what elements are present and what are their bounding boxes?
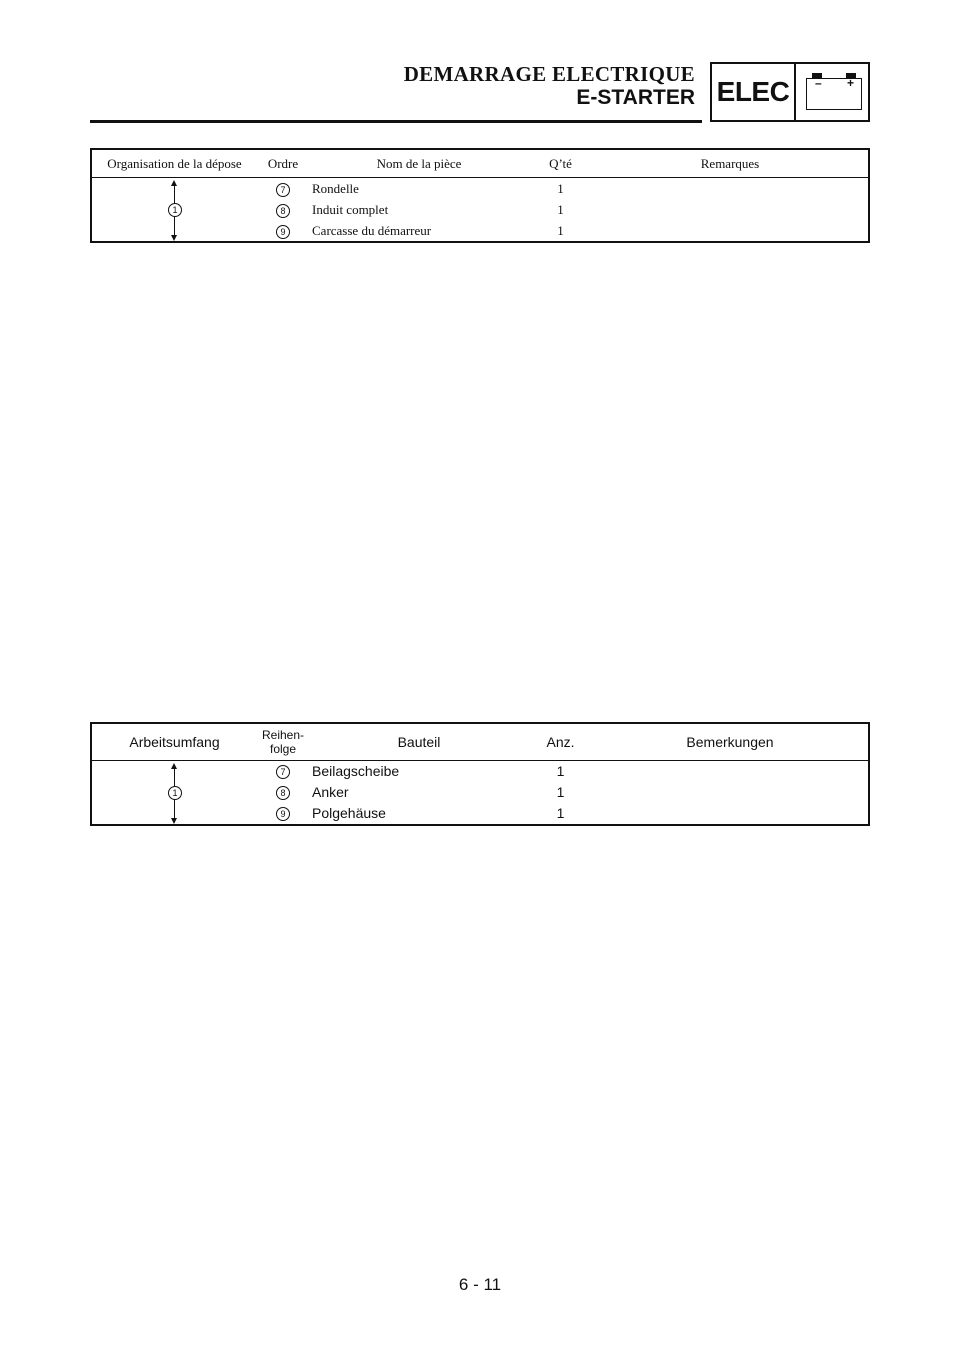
part-name: Induit complet — [312, 202, 389, 217]
group-number: 1 — [168, 203, 182, 217]
part-remarks — [592, 803, 869, 825]
order-number: 7 — [276, 765, 290, 779]
header-rule — [90, 120, 702, 123]
part-qty: 1 — [557, 181, 564, 196]
header-reihenfolge — [257, 723, 309, 761]
section-title-fr: DEMARRAGE ELECTRIQUE — [403, 62, 695, 86]
table-header-row — [91, 149, 869, 178]
badge-text: ELEC — [712, 64, 796, 120]
battery-plus-sign: + — [846, 76, 854, 90]
arrow-down-icon — [171, 235, 177, 241]
header-arbeitsumfang: Arbeitsumfang — [91, 723, 257, 761]
elec-badge — [710, 62, 870, 122]
part-qty: 1 — [556, 805, 565, 821]
order-number: 9 — [276, 225, 290, 239]
group-cell — [91, 761, 257, 826]
part-remarks — [592, 782, 869, 803]
group-number: 1 — [168, 786, 182, 800]
section-title-de: E-STARTER — [576, 86, 695, 109]
table-header-row — [91, 723, 869, 761]
header-remarques: Remarques — [592, 149, 869, 178]
battery-body — [806, 78, 862, 110]
part-remarks — [592, 761, 869, 783]
part-name: Polgehäuse — [312, 805, 386, 821]
header-bauteil: Bauteil — [309, 723, 529, 761]
header-anz: Anz. — [529, 723, 592, 761]
order-number: 8 — [276, 204, 290, 218]
header-qte: Q’té — [529, 149, 592, 178]
header-bemerkungen: Bemerkungen — [592, 723, 869, 761]
battery-icon — [796, 64, 868, 120]
order-number: 8 — [276, 786, 290, 800]
part-remarks — [592, 178, 869, 200]
part-qty: 1 — [556, 763, 565, 779]
order-number: 9 — [276, 807, 290, 821]
part-qty: 1 — [556, 784, 565, 800]
part-remarks — [592, 199, 869, 220]
parts-table-fr — [90, 148, 870, 243]
table-row — [91, 178, 869, 200]
part-name: Anker — [312, 784, 349, 800]
page-header — [90, 60, 870, 124]
part-remarks — [592, 220, 869, 242]
part-name: Beilagscheibe — [312, 763, 400, 779]
arrow-down-icon — [171, 818, 177, 824]
group-cell — [91, 178, 257, 243]
battery-minus-sign: – — [815, 76, 822, 90]
table-row — [91, 761, 869, 783]
page-number: 6 - 11 — [458, 1275, 502, 1294]
header-nom-piece: Nom de la pièce — [309, 149, 529, 178]
header-reihenfolge-line2: folge — [269, 742, 297, 756]
part-qty: 1 — [557, 202, 564, 217]
part-name: Carcasse du démarreur — [312, 223, 432, 238]
part-name: Rondelle — [312, 181, 359, 196]
header-ordre: Ordre — [257, 149, 309, 178]
part-qty: 1 — [557, 223, 564, 238]
header-reihenfolge-line1: Reihen- — [261, 728, 305, 742]
header-organisation: Organisation de la dépose — [91, 149, 257, 178]
order-number: 7 — [276, 183, 290, 197]
parts-table-de — [90, 722, 870, 826]
